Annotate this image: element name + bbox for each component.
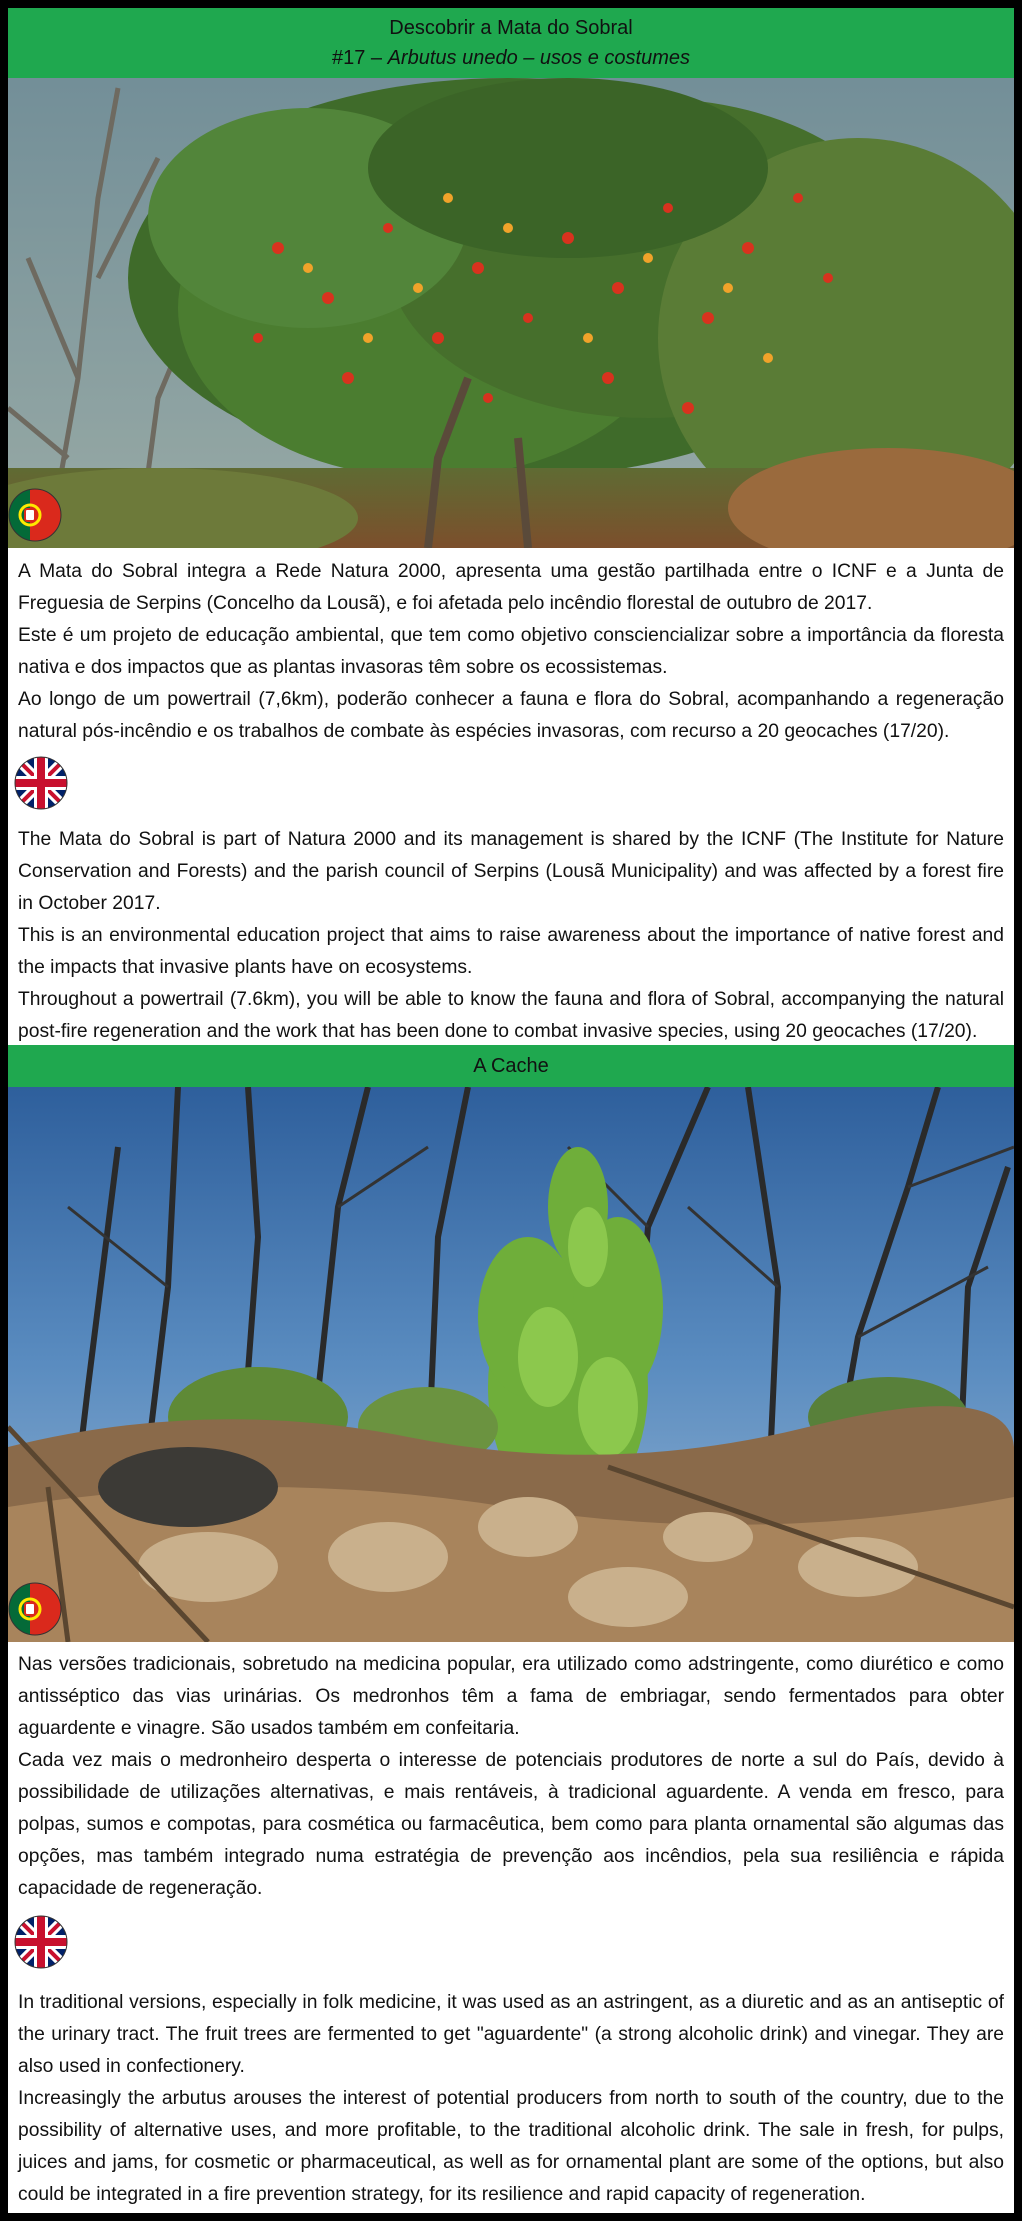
intro-pt-paragraph-2: Este é um projeto de educação ambiental, que tem como objetivo consciencializar sobre a importância da floresta nativa e dos impactos que as plantas invasoras têm sobre os ecossistemas. (18, 625, 1004, 678)
uk-flag-icon-2 (14, 1915, 68, 1969)
page-subtitle (8, 43, 1014, 73)
portugal-flag-icon (8, 488, 62, 542)
cache-text-block (8, 1642, 1014, 2213)
intro-pt-paragraph-3: Ao longo de um powertrail (7,6km), poderão conhecer a fauna e flora do Sobral, acompanhando a regeneração natural pós-incêndio e os trabalhos de combate às espécies invasoras, com recurso a 20 geocaches (17/20). (18, 689, 1004, 742)
cache-en-paragraph-1: In traditional versions, especially in folk medicine, it was used as an astringent, as a diuretic and as an antiseptic of the urinary tract. The fruit trees are fermented to get "aguardente" (a strong alcoholic drink) and vinegar. They are also used in confectionery. (18, 1992, 1004, 2077)
intro-en-paragraph-1: The Mata do Sobral is part of Natura 2000 and its management is shared by the ICNF (The Institute for Nature Conservation and Forests) and the parish council of Serpins (Lousã Municipality) and was affected by a forest fire in October 2017. (18, 829, 1004, 914)
intro-text-block (8, 548, 1014, 1045)
cache-section-bar (8, 1045, 1014, 1087)
subtitle-prefix: #17 – (331, 47, 388, 69)
arbutus-tree-photo (8, 78, 1014, 548)
regrowth-photo (8, 1087, 1014, 1642)
cache-pt-paragraph-1: Nas versões tradicionais, sobretudo na medicina popular, era utilizado como adstringente, como diurético e como antisséptico das vias urinárias. Os medronhos têm a fama de embriagar, sendo fermentados para obter aguardente e vinagre. São usados também em confeitaria. (18, 1654, 1004, 1739)
cache-en-paragraph-2: Increasingly the arbutus arouses the interest of potential producers from north to south of the country, due to the possibility of alternative uses, and more profitable, to the traditional alcoholic drink. The sale in fresh, for pulps, juices and jams, for cosmetic or pharmaceutical, as well as for ornamental plant are some of the options, but also could be integrated in a fire prevention strategy, for its resilience and rapid capacity of regeneration. (18, 2088, 1004, 2205)
intro-pt-paragraph-1: A Mata do Sobral integra a Rede Natura 2000, apresenta uma gestão partilhada entre o ICNF e a Junta de Freguesia de Serpins (Concelho da Lousã), e foi afetada pelo incêndio florestal de outubro de 2017. (18, 561, 1004, 614)
page-title: Descobrir a Mata do Sobral (389, 17, 633, 39)
subtitle-species: Arbutus unedo – usos e costumes (387, 47, 690, 69)
uk-flag-icon (14, 756, 68, 810)
cache-section-title: A Cache (473, 1055, 549, 1077)
portugal-flag-icon-2 (8, 1582, 62, 1636)
header-bar (8, 8, 1014, 78)
intro-en-paragraph-3: Throughout a powertrail (7.6km), you will be able to know the fauna and flora of Sobral, accompanying the natural post-fire regeneration and the work that has been done to combat invasive species, using 20 geocaches (17/20). (18, 989, 1004, 1042)
cache-pt-paragraph-2: Cada vez mais o medronheiro desperta o interesse de potenciais produtores de norte a sul do País, devido à possibilidade de utilizações alternativas, e mais rentáveis, à tradicional aguardente. A venda em fresco, para polpas, sumos e compotas, para cosmética ou farmacêutica, bem como para planta ornamental são algumas das opções, mas também integrado numa estratégia de prevenção aos incêndios, pela sua resiliência e rápida capacidade de regeneração. (18, 1750, 1004, 1899)
intro-en-paragraph-2: This is an environmental education project that aims to raise awareness about the importance of native forest and the impacts that invasive plants have on ecosystems. (18, 925, 1004, 978)
